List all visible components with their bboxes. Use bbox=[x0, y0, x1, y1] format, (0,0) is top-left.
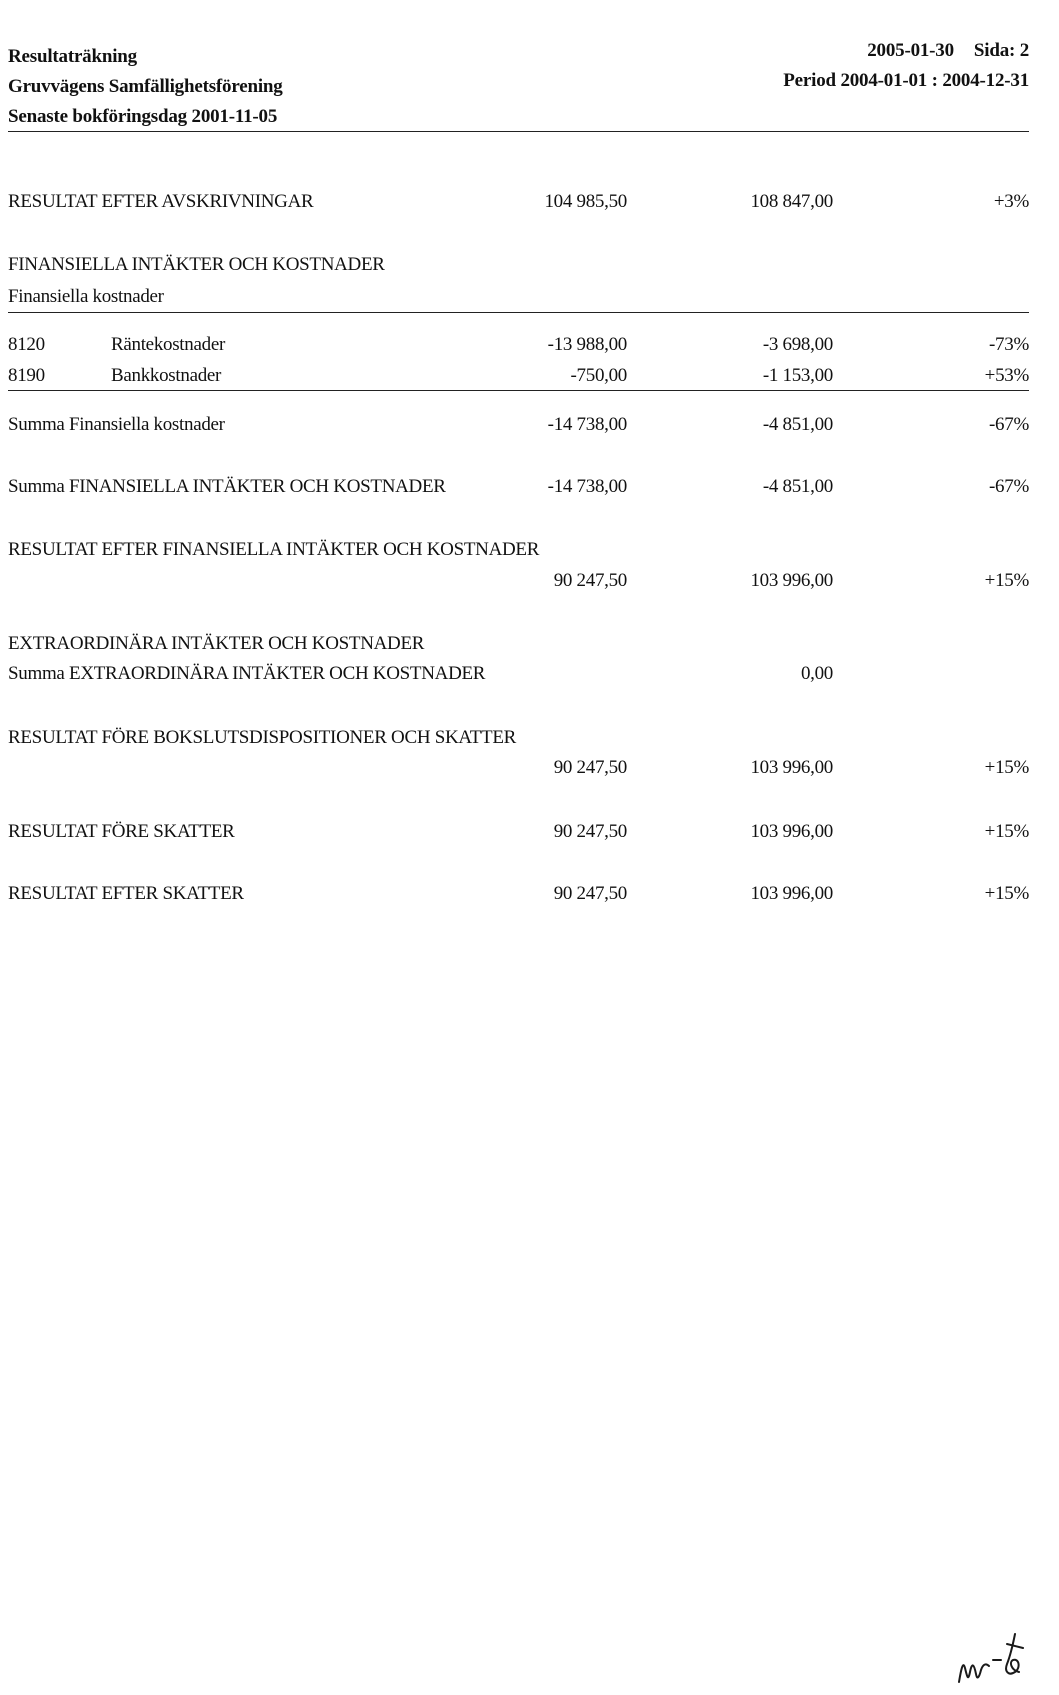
value-change: +15% bbox=[984, 821, 1029, 842]
row-resultat-fore-bokslut-label bbox=[8, 724, 1029, 752]
value-col2: 103 996,00 bbox=[750, 821, 833, 842]
report-header-left bbox=[8, 42, 283, 132]
row-summa-finansiella bbox=[8, 473, 1029, 501]
row-label: RESULTAT EFTER AVSKRIVNINGAR bbox=[8, 191, 314, 212]
section-heading: FINANSIELLA INTÄKTER OCH KOSTNADER bbox=[8, 254, 385, 275]
subsection-heading: Finansiella kostnader bbox=[8, 286, 164, 307]
value-col2: -3 698,00 bbox=[762, 334, 833, 355]
last-booking-line bbox=[8, 102, 283, 132]
value-col2: -4 851,00 bbox=[762, 414, 833, 435]
value-col1: -14 738,00 bbox=[547, 414, 627, 435]
value-col1: 104 985,50 bbox=[544, 191, 627, 212]
last-booking-date: 2001-11-05 bbox=[191, 106, 278, 127]
row-label: Summa FINANSIELLA INTÄKTER OCH KOSTNADER bbox=[8, 476, 446, 497]
report-header-right bbox=[783, 36, 1029, 96]
subsection-heading-finansiella-kostnader bbox=[8, 283, 1029, 311]
row-label: RESULTAT EFTER FINANSIELLA INTÄKTER OCH KOSTNADER bbox=[8, 539, 540, 560]
value-change: +15% bbox=[984, 757, 1029, 778]
print-date-line bbox=[783, 36, 1029, 66]
value-col2: 103 996,00 bbox=[750, 570, 833, 591]
row-label: RESULTAT EFTER SKATTER bbox=[8, 883, 244, 904]
value-col1: 90 247,50 bbox=[553, 821, 627, 842]
value-change: +3% bbox=[993, 191, 1029, 212]
value-col1: -750,00 bbox=[570, 365, 627, 386]
subsection-divider bbox=[8, 312, 1029, 313]
value-change: -67% bbox=[989, 476, 1029, 497]
organization-name: Gruvvägens Samfällighetsförening bbox=[8, 76, 283, 97]
period-label: Period bbox=[783, 70, 836, 91]
row-label: Summa EXTRAORDINÄRA INTÄKTER OCH KOSTNADER bbox=[8, 663, 486, 684]
value-col1: 90 247,50 bbox=[553, 570, 627, 591]
value-col1: -14 738,00 bbox=[547, 476, 627, 497]
account-row-8120 bbox=[8, 331, 1029, 359]
value-col2: 108 847,00 bbox=[750, 191, 833, 212]
row-resultat-fore-bokslut-values bbox=[8, 754, 1029, 782]
value-change: -67% bbox=[989, 414, 1029, 435]
row-resultat-efter-finansiella-label bbox=[8, 536, 1029, 564]
period-value: 2004-01-01 : 2004-12-31 bbox=[840, 70, 1029, 91]
row-summa-extraordinara bbox=[8, 660, 1029, 688]
value-col1: -13 988,00 bbox=[547, 334, 627, 355]
value-col2: 103 996,00 bbox=[750, 883, 833, 904]
print-date: 2005-01-30 bbox=[867, 40, 954, 61]
row-label: RESULTAT FÖRE SKATTER bbox=[8, 821, 235, 842]
account-number: 8190 bbox=[8, 365, 45, 386]
value-col2: -4 851,00 bbox=[762, 476, 833, 497]
account-row-8190 bbox=[8, 362, 1029, 391]
last-booking-label: Senaste bokföringsdag bbox=[8, 106, 187, 127]
row-resultat-efter-finansiella-values bbox=[8, 567, 1029, 595]
account-name: Bankkostnader bbox=[111, 365, 222, 386]
row-resultat-efter-skatter bbox=[8, 880, 1029, 908]
value-change: +53% bbox=[984, 365, 1029, 386]
section-heading: EXTRAORDINÄRA INTÄKTER OCH KOSTNADER bbox=[8, 633, 425, 654]
section-heading-extraordinara bbox=[8, 630, 1029, 658]
value-change: +15% bbox=[984, 883, 1029, 904]
handwritten-signature bbox=[955, 1630, 1035, 1690]
value-change: -73% bbox=[989, 334, 1029, 355]
row-resultat-fore-skatter bbox=[8, 818, 1029, 846]
row-label: RESULTAT FÖRE BOKSLUTSDISPOSITIONER OCH SKATTER bbox=[8, 727, 517, 748]
row-resultat-efter-avskrivningar bbox=[8, 188, 1029, 216]
value-col1: 90 247,50 bbox=[553, 757, 627, 778]
value-col2: -1 153,00 bbox=[762, 365, 833, 386]
account-name: Räntekostnader bbox=[111, 334, 225, 355]
period-line bbox=[783, 66, 1029, 96]
value-col2: 0,00 bbox=[800, 663, 833, 684]
section-heading-finansiella bbox=[8, 251, 1029, 279]
account-number: 8120 bbox=[8, 334, 45, 355]
page-number: Sida: 2 bbox=[973, 40, 1029, 61]
value-col1: 90 247,50 bbox=[553, 883, 627, 904]
value-col2: 103 996,00 bbox=[750, 757, 833, 778]
report-title: Resultaträkning bbox=[8, 46, 137, 67]
header-divider bbox=[8, 131, 1029, 132]
value-change: +15% bbox=[984, 570, 1029, 591]
row-summa-finansiella-kostnader bbox=[8, 411, 1029, 439]
row-label: Summa Finansiella kostnader bbox=[8, 414, 225, 435]
